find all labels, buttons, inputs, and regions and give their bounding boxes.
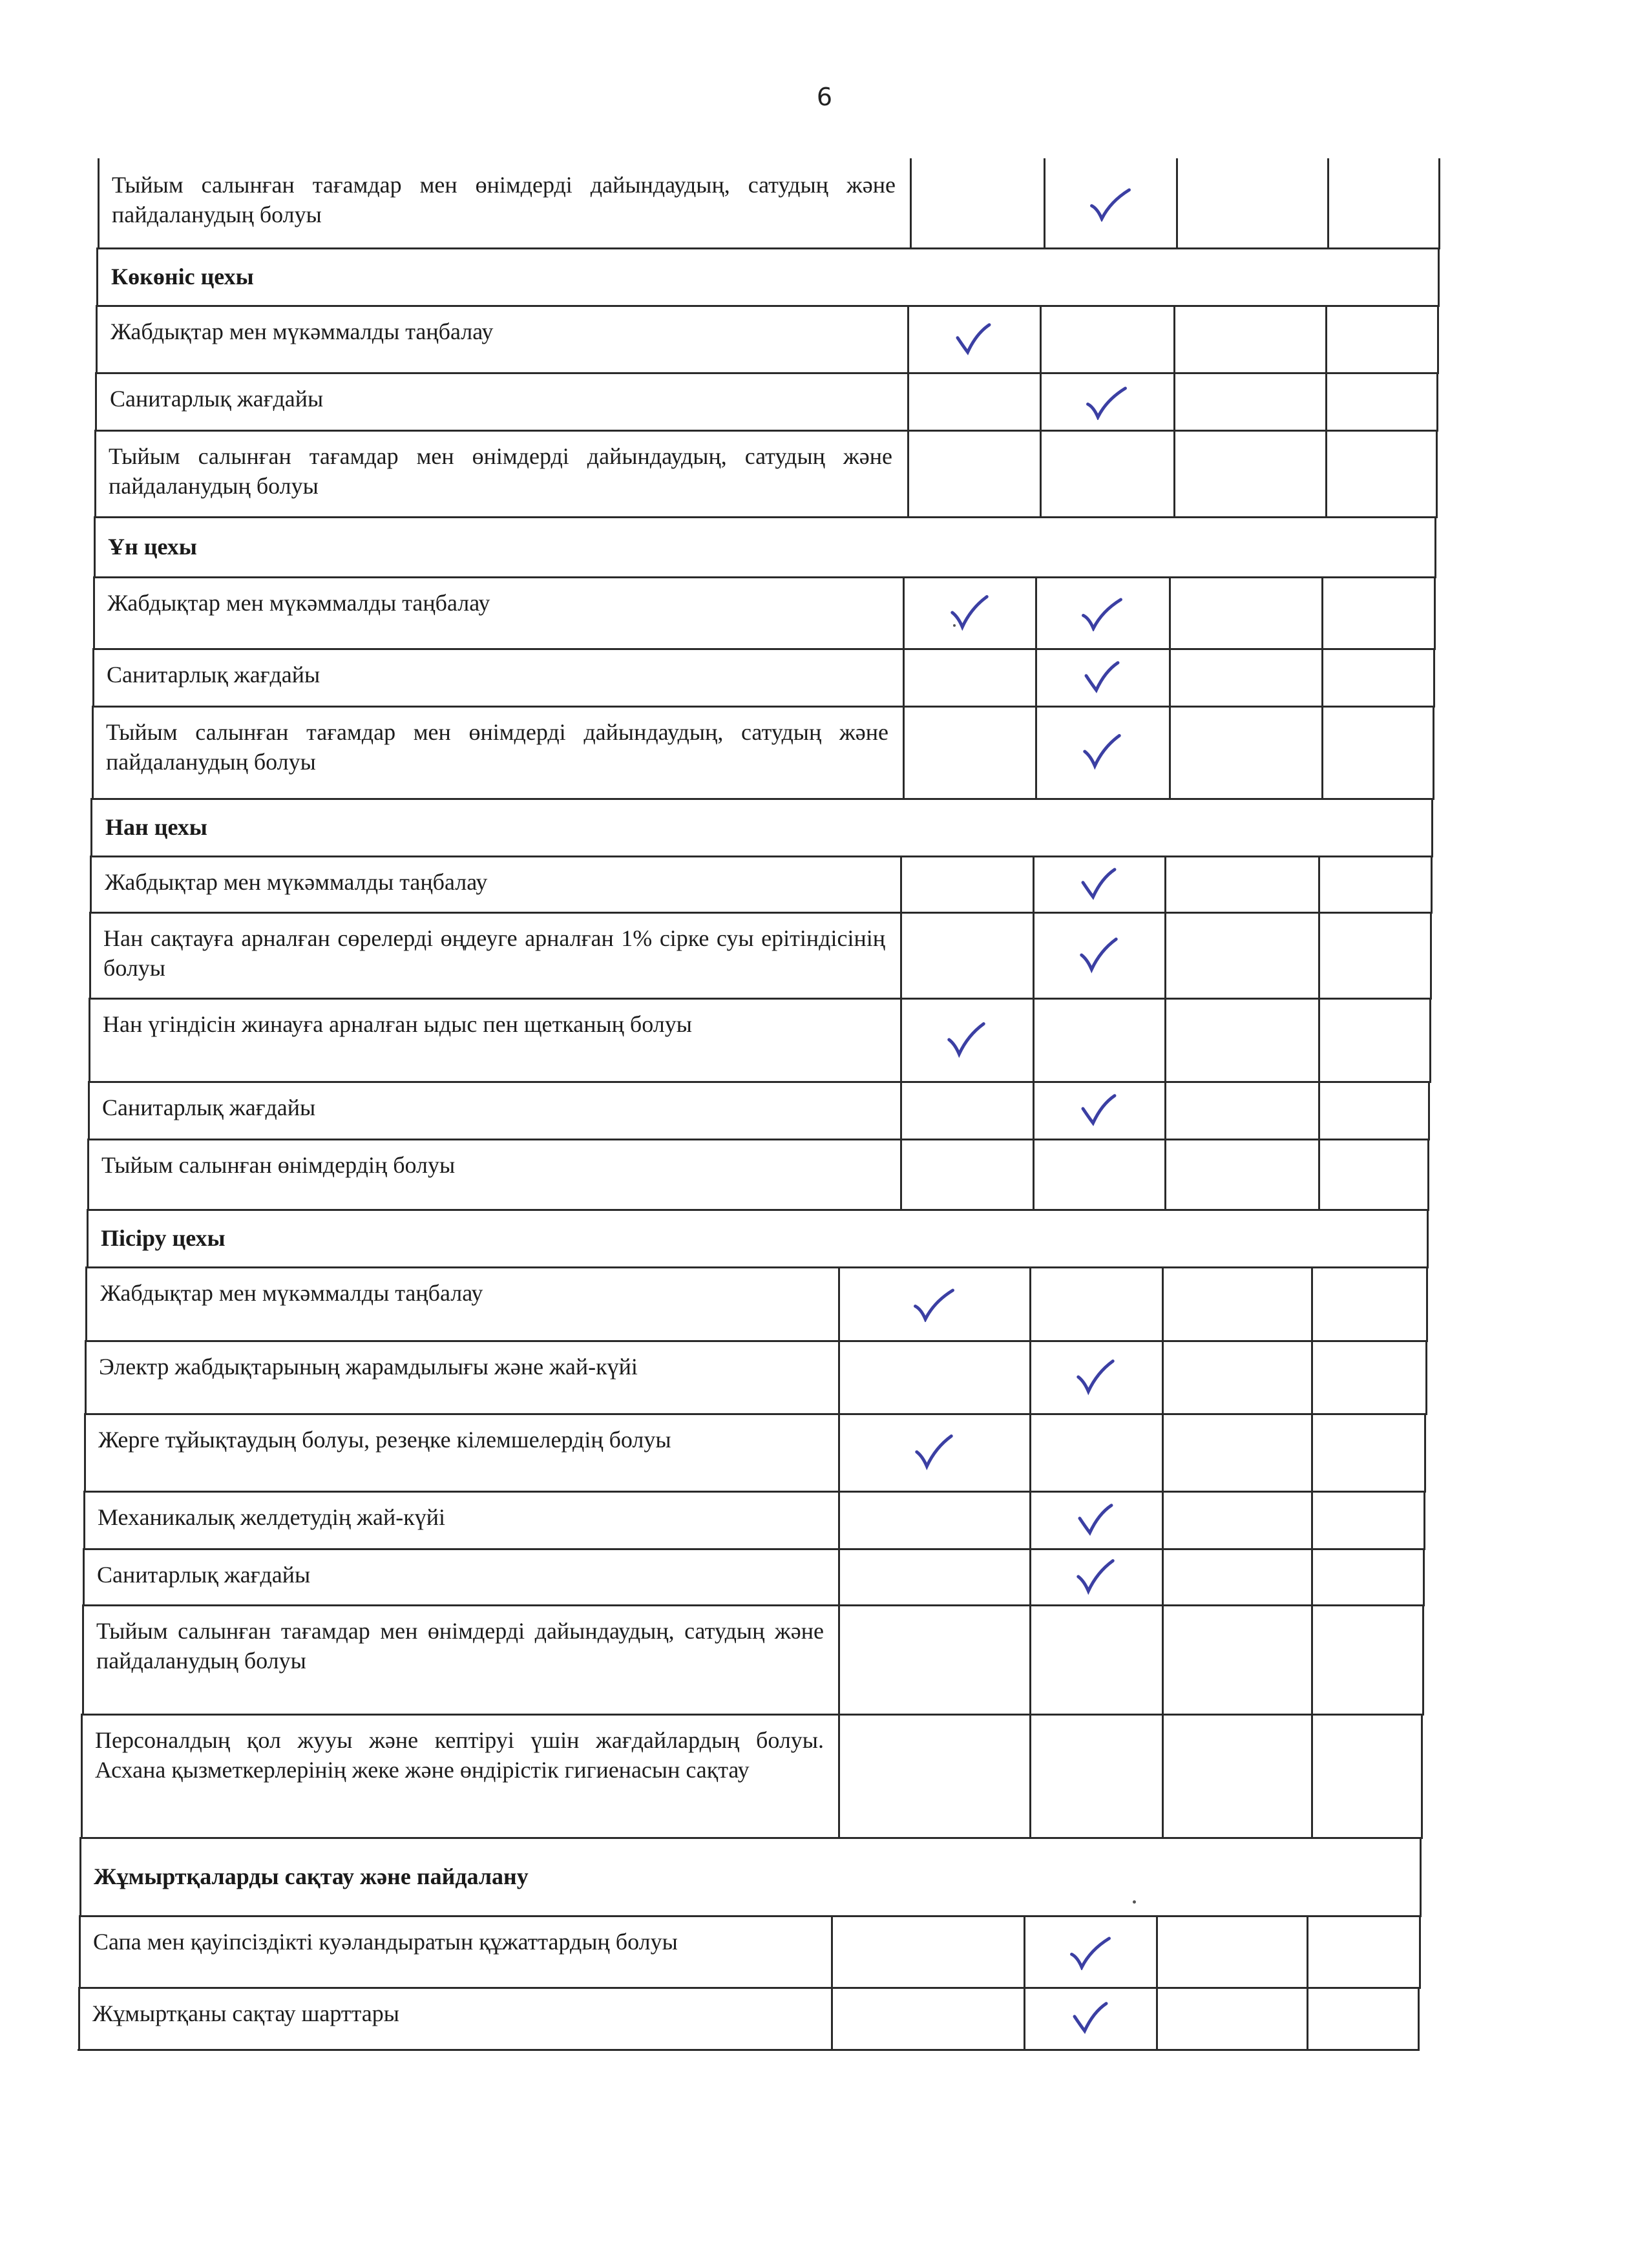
column-divider [1156, 1987, 1158, 2051]
table-border-right [1421, 1714, 1423, 1839]
column-divider [1040, 372, 1042, 432]
table-border-left [78, 1987, 80, 2051]
checkmark-icon [1077, 936, 1120, 974]
column-divider [1033, 1081, 1035, 1140]
requirement-text: Механикалық желдетудің жай-күйі [98, 1504, 446, 1530]
column-divider [903, 706, 905, 800]
table-border-left [90, 856, 92, 914]
column-divider [1024, 1987, 1025, 2051]
column-divider [1311, 1548, 1313, 1606]
checkmark-icon [945, 1021, 988, 1058]
table-rule [78, 1987, 1418, 1989]
table-border-left [94, 430, 96, 518]
column-divider [1173, 372, 1175, 432]
column-divider [1033, 998, 1035, 1083]
table-border-right [1436, 372, 1438, 432]
table-border-left [79, 1837, 81, 1917]
column-divider [1164, 1139, 1166, 1211]
column-divider [1162, 1266, 1164, 1342]
table-border-left [82, 1604, 84, 1716]
table-border-right [1429, 998, 1431, 1083]
column-divider [838, 1548, 840, 1606]
table-border-right [1428, 1081, 1430, 1140]
section-heading: Ұн цехы [108, 534, 197, 560]
column-divider [1164, 1081, 1166, 1140]
column-divider [907, 430, 909, 518]
column-divider [1162, 1714, 1164, 1839]
checkmark-icon [912, 1285, 956, 1322]
requirement-text: Жабдықтар мен мүкәммалды таңбалау [110, 319, 494, 344]
table-border-right [1437, 305, 1439, 374]
column-divider [1318, 998, 1320, 1083]
table-border-right [1430, 912, 1432, 1000]
table-border-right [1422, 1604, 1424, 1716]
page-number: 6 [816, 83, 833, 111]
table-rule [87, 1209, 1427, 1211]
requirement-text: Тыйым салынған тағамдар мен өнімдерді дайындаудың, сатудың және пайдаланудың болуы [112, 172, 896, 227]
table-rule [92, 648, 1433, 650]
table-border-right [1438, 158, 1440, 249]
scan-speck [953, 624, 956, 627]
requirement-text: Жабдықтар мен мүкәммалды таңбалау [105, 869, 488, 895]
checkmark-icon [1069, 1999, 1112, 2037]
column-divider [1029, 1340, 1031, 1415]
column-divider [1169, 648, 1171, 708]
requirement-text: Санитарлық жағдайы [107, 662, 320, 688]
section-heading: Нан цехы [105, 814, 207, 840]
column-divider [1162, 1604, 1164, 1716]
requirement-text: Санитарлық жағдайы [110, 386, 324, 412]
table-rule [85, 1413, 1425, 1415]
table-border-left [94, 516, 96, 578]
table-border-left [85, 1340, 87, 1415]
column-divider [1311, 1266, 1313, 1342]
column-divider [1173, 430, 1175, 518]
column-divider [1169, 576, 1171, 650]
column-divider [1318, 1139, 1320, 1211]
table-border-left [89, 912, 91, 1000]
column-divider [1162, 1413, 1164, 1493]
table-border-left [93, 576, 95, 650]
table-border-right [1434, 516, 1436, 578]
table-rule [79, 1915, 1419, 1917]
table-border-left [89, 998, 90, 1083]
table-border-left [87, 1139, 89, 1211]
checkmark-icon [1077, 865, 1120, 903]
column-divider [1321, 576, 1323, 650]
table-border-right [1434, 576, 1436, 650]
column-divider [1164, 856, 1166, 914]
column-divider [1035, 706, 1037, 800]
column-divider [1029, 1491, 1031, 1550]
table-border-right [1436, 430, 1438, 518]
column-divider [900, 856, 902, 914]
table-rule [80, 1837, 1420, 1839]
column-divider [1169, 706, 1171, 800]
table-rule [81, 1714, 1422, 1716]
column-divider [838, 1714, 840, 1839]
table-rule [91, 798, 1432, 800]
column-divider [838, 1340, 840, 1415]
requirement-text: Жабдықтар мен мүкәммалды таңбалау [100, 1280, 483, 1306]
column-divider [1311, 1491, 1313, 1550]
table-border-left [98, 158, 100, 249]
checkmark-icon [1077, 1091, 1120, 1129]
column-divider [1173, 305, 1175, 374]
column-divider [831, 1915, 833, 1989]
checkmark-icon [1074, 1358, 1117, 1396]
checkmark-icon [1074, 1501, 1117, 1538]
table-border-left [79, 1915, 81, 1989]
table-border-left [96, 247, 98, 307]
table-border-right [1424, 1413, 1426, 1493]
table-border-right [1438, 247, 1440, 307]
column-divider [900, 1139, 902, 1211]
table-rule [78, 2049, 1418, 2051]
table-rule [92, 706, 1433, 708]
column-divider [900, 912, 902, 1000]
checkmark-icon [1089, 184, 1132, 222]
table-border-left [81, 1714, 83, 1839]
column-divider [1162, 1491, 1164, 1550]
table-rule [96, 305, 1438, 307]
table-rule [96, 372, 1437, 374]
column-divider [1029, 1413, 1031, 1493]
table-rule [83, 1548, 1423, 1550]
table-border-left [90, 798, 92, 857]
column-divider [1164, 998, 1166, 1083]
column-divider [1325, 305, 1327, 374]
column-divider [1307, 1987, 1308, 2051]
table-border-left [87, 1209, 89, 1268]
table-rule [90, 856, 1431, 857]
requirement-text: Тыйым салынған тағамдар мен өнімдерді дайындаудың, сатудың және пайдаланудың болуы [109, 443, 892, 499]
requirement-text: Санитарлық жағдайы [102, 1095, 316, 1120]
table-border-right [1427, 1139, 1429, 1211]
table-rule [93, 576, 1434, 578]
column-divider [903, 576, 905, 650]
column-divider [1318, 912, 1320, 1000]
checkmark-icon [1074, 1558, 1117, 1595]
table-border-left [83, 1548, 85, 1606]
requirement-text: Тыйым салынған тағамдар мен өнімдерді дайындаудың, сатудың және пайдаланудың болуы [96, 1618, 824, 1674]
column-divider [903, 648, 905, 708]
column-divider [1035, 576, 1037, 650]
column-divider [838, 1266, 840, 1342]
checkmark-icon [952, 320, 995, 358]
table-rule [97, 247, 1438, 249]
column-divider [831, 1987, 833, 2051]
column-divider [1311, 1413, 1313, 1493]
checkmark-icon [912, 1433, 956, 1471]
table-rule [90, 912, 1431, 914]
table-border-left [92, 706, 94, 800]
table-border-left [83, 1491, 85, 1550]
table-border-right [1431, 798, 1433, 857]
column-divider [1024, 1915, 1025, 1989]
column-divider [1035, 648, 1037, 708]
column-divider [1040, 430, 1042, 518]
column-divider [1033, 856, 1035, 914]
column-divider [1327, 158, 1329, 249]
table-border-left [85, 1266, 87, 1342]
table-border-right [1433, 648, 1435, 708]
table-rule [94, 516, 1434, 518]
column-divider [1325, 372, 1327, 432]
table-border-left [96, 305, 98, 374]
checkmark-icon [1069, 1933, 1112, 1970]
checkmark-icon [1080, 594, 1124, 631]
requirement-text: Тыйым салынған тағамдар мен өнімдерді дайындаудың, сатудың және пайдаланудың болуы [106, 719, 888, 775]
requirement-text: Жерге тұйықтаудың болуы, резеңке кілемшелердің болуы [98, 1427, 671, 1453]
table-border-left [92, 648, 94, 708]
requirement-text: Персоналдың қол жууы және кептіруі үшін жағдайлардың болуы. Асхана қызметкерлерінің жеке және өндірістік гигиенасын сақтау [95, 1727, 824, 1783]
column-divider [1029, 1266, 1031, 1342]
column-divider [1318, 1081, 1320, 1140]
table-border-right [1419, 1915, 1421, 1989]
column-divider [907, 305, 909, 374]
scan-speck [1133, 1900, 1136, 1904]
requirement-text: Жабдықтар мен мүкәммалды таңбалау [107, 590, 490, 616]
requirement-text: Нан үгіндісін жинауға арналған ыдыс пен щетканың болуы [103, 1011, 692, 1037]
table-border-right [1420, 1837, 1422, 1917]
column-divider [900, 1081, 902, 1140]
table-border-left [84, 1413, 86, 1493]
table-border-right [1431, 856, 1433, 914]
column-divider [1029, 1604, 1031, 1716]
column-divider [1029, 1714, 1031, 1839]
column-divider [1164, 912, 1166, 1000]
requirement-text: Жұмыртқаны сақтау шарттары [92, 2000, 399, 2026]
column-divider [838, 1491, 840, 1550]
requirement-text: Тыйым салынған өнімдердің болуы [101, 1152, 456, 1178]
requirement-text: Нан сақтауға арналған сөрелерді өңдеуге арналған 1% сірке суы ерітіндісінің болуы [103, 925, 885, 981]
column-divider [1033, 1139, 1035, 1211]
section-heading: Көкөніс цехы [111, 264, 254, 289]
table-rule [82, 1604, 1422, 1606]
table-rule [95, 430, 1436, 432]
table-border-left [95, 372, 97, 432]
requirement-text: Санитарлық жағдайы [97, 1562, 311, 1588]
column-divider [1162, 1548, 1164, 1606]
table-rule [89, 998, 1429, 1000]
column-divider [1307, 1915, 1308, 1989]
table-border-right [1423, 1548, 1425, 1606]
column-divider [1325, 430, 1327, 518]
table-border-right [1425, 1340, 1427, 1415]
column-divider [1311, 1714, 1313, 1839]
column-divider [1176, 158, 1178, 249]
column-divider [1044, 158, 1045, 249]
table-rule [86, 1266, 1427, 1268]
table-rule [88, 1081, 1429, 1083]
column-divider [1033, 912, 1035, 1000]
column-divider [838, 1413, 840, 1493]
column-divider [910, 158, 912, 249]
table-border-right [1423, 1491, 1425, 1550]
column-divider [1321, 706, 1323, 800]
checkmark-icon [1080, 733, 1124, 770]
column-divider [1311, 1604, 1313, 1716]
column-divider [1318, 856, 1320, 914]
column-divider [838, 1604, 840, 1716]
checkmark-icon [1085, 383, 1128, 420]
table-rule [83, 1491, 1423, 1493]
column-divider [1162, 1340, 1164, 1415]
table-border-right [1418, 1987, 1420, 2051]
table-rule [85, 1340, 1425, 1342]
column-divider [1156, 1915, 1158, 1989]
column-divider [1321, 648, 1323, 708]
table-border-right [1426, 1266, 1428, 1342]
column-divider [1311, 1340, 1313, 1415]
section-heading: Пісіру цехы [101, 1225, 226, 1251]
requirement-text: Сапа мен қауіпсіздікті куәландыратын құжаттардың болуы [93, 1929, 678, 1955]
table-border-left [88, 1081, 90, 1140]
table-border-right [1433, 706, 1434, 800]
column-divider [1029, 1548, 1031, 1606]
requirement-text: Электр жабдықтарының жарамдылығы және жай-күйі [99, 1354, 638, 1380]
table-border-right [1427, 1209, 1429, 1268]
section-heading: Жұмыртқаларды сақтау және пайдалану [94, 1864, 529, 1889]
table-rule [87, 1139, 1428, 1140]
column-divider [900, 998, 902, 1083]
column-divider [907, 372, 909, 432]
checkmark-icon [1080, 658, 1124, 696]
column-divider [1040, 305, 1042, 374]
